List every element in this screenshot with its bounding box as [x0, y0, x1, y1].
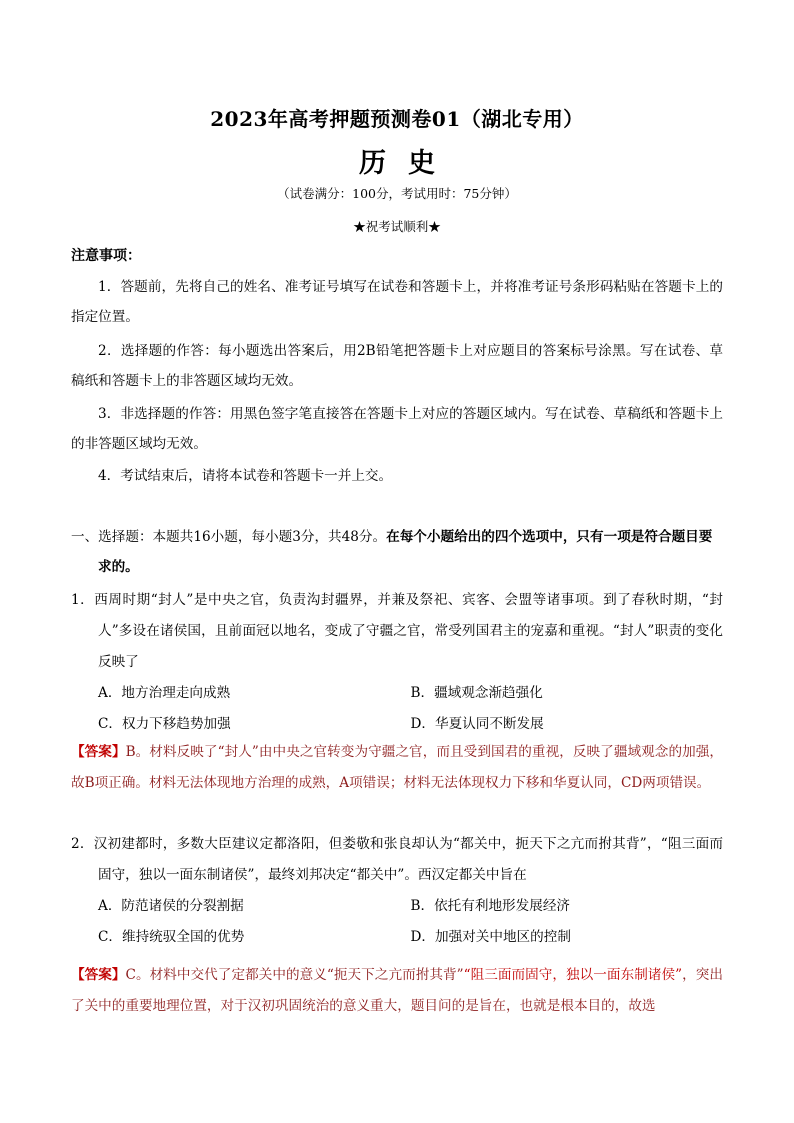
- option-b: B．疆域观念渐趋强化: [410, 685, 543, 701]
- section-requirement: 在每个小题给出的四个选项中，只有一项是符合题目要求的。: [98, 529, 713, 575]
- question-options: [71, 891, 723, 953]
- answer-text-continued: ，突出了关中的重要地理位置，对于汉初巩固统治的意义重大，题目问的是旨在，也就是根本目的，故选: [71, 967, 723, 1014]
- answer-text: C。材料中交代了定都关中的意义“扼天下之亢而拊其背”: [125, 967, 464, 983]
- option-c: C．权力下移趋势加强: [98, 716, 231, 732]
- answer-text: B。材料反映了“封人”由中央之官转变为守疆之官，而且受到国君的重视，反映了疆域观念的加强，故B项正确。材料无法体现地方治理的成熟，A项错误；材料无法体现权力下移和华夏认同，CD两项错误。: [71, 744, 723, 791]
- option-a: A．地方治理走向成熟: [98, 685, 231, 701]
- option-d: D．华夏认同不断发展: [410, 716, 544, 732]
- section-heading: [71, 522, 723, 582]
- answer-2: [71, 960, 723, 1022]
- option-c: C．维持统驭全国的优势: [98, 929, 245, 945]
- answer-quote: “阻三面而固守，独以一面东制诸侯”: [463, 967, 683, 983]
- section-lead: 一、选择题：本题共16小题，每小题3分，共48分。: [71, 529, 387, 545]
- answer-tag: 【答案】: [71, 967, 126, 983]
- notice-item: 4．考试结束后，请将本试卷和答题卡一并上交。: [98, 468, 393, 484]
- notice-item: 3．非选择题的作答：用黑色签字笔直接答在答题卡上对应的答题区域内。写在试卷、草稿纸和答题卡上的非答题区域均无效。: [71, 406, 723, 452]
- question-1: [71, 585, 723, 740]
- answer-tag: 【答案】: [71, 744, 126, 760]
- option-a: A．防范诸侯的分裂割据: [98, 898, 244, 914]
- option-b: B．依托有利地形发展经济: [410, 898, 571, 914]
- exam-meta: （试卷满分：100分，考试用时：75分钟）: [277, 186, 517, 201]
- subject-title: 历史: [359, 148, 457, 179]
- option-d: D．加强对关中地区的控制: [410, 929, 571, 945]
- question-stem: 2．汉初建都时，多数大臣建议定都洛阳，但娄敬和张良却认为“都关中，扼天下之亢而拊其背”，“阻三面而固守，独以一面东制诸侯”，最终刘邦决定“都关中”。西汉定都关中旨在: [71, 836, 723, 883]
- question-stem: 1．西周时期“封人”是中央之官，负责沟封疆界，并兼及祭祀、宾客、会盟等诸事项。到了春秋时期，“封人”多设在诸侯国，且前面冠以地名，变成了守疆之官，常受列国君主的宠嘉和重视。“封人”职责的变化反映了: [71, 592, 723, 670]
- question-options: [71, 678, 723, 740]
- question-2: [71, 829, 723, 953]
- notice-item: 1．答题前，先将自己的姓名、准考证号填写在试卷和答题卡上，并将准考证号条形码粘贴在答题卡上的指定位置。: [71, 279, 723, 325]
- good-luck-line: ★祝考试顺利★: [353, 219, 441, 234]
- answer-1: [71, 737, 723, 799]
- notice-item: 2．选择题的作答：每小题选出答案后，用2B铅笔把答题卡上对应题目的答案标号涂黑。写在试卷、草稿纸和答题卡上的非答题区域均无效。: [71, 343, 723, 389]
- exam-title: 2023年高考押题预测卷01（湖北专用）: [210, 107, 584, 131]
- notice-heading: 注意事项：: [71, 248, 141, 264]
